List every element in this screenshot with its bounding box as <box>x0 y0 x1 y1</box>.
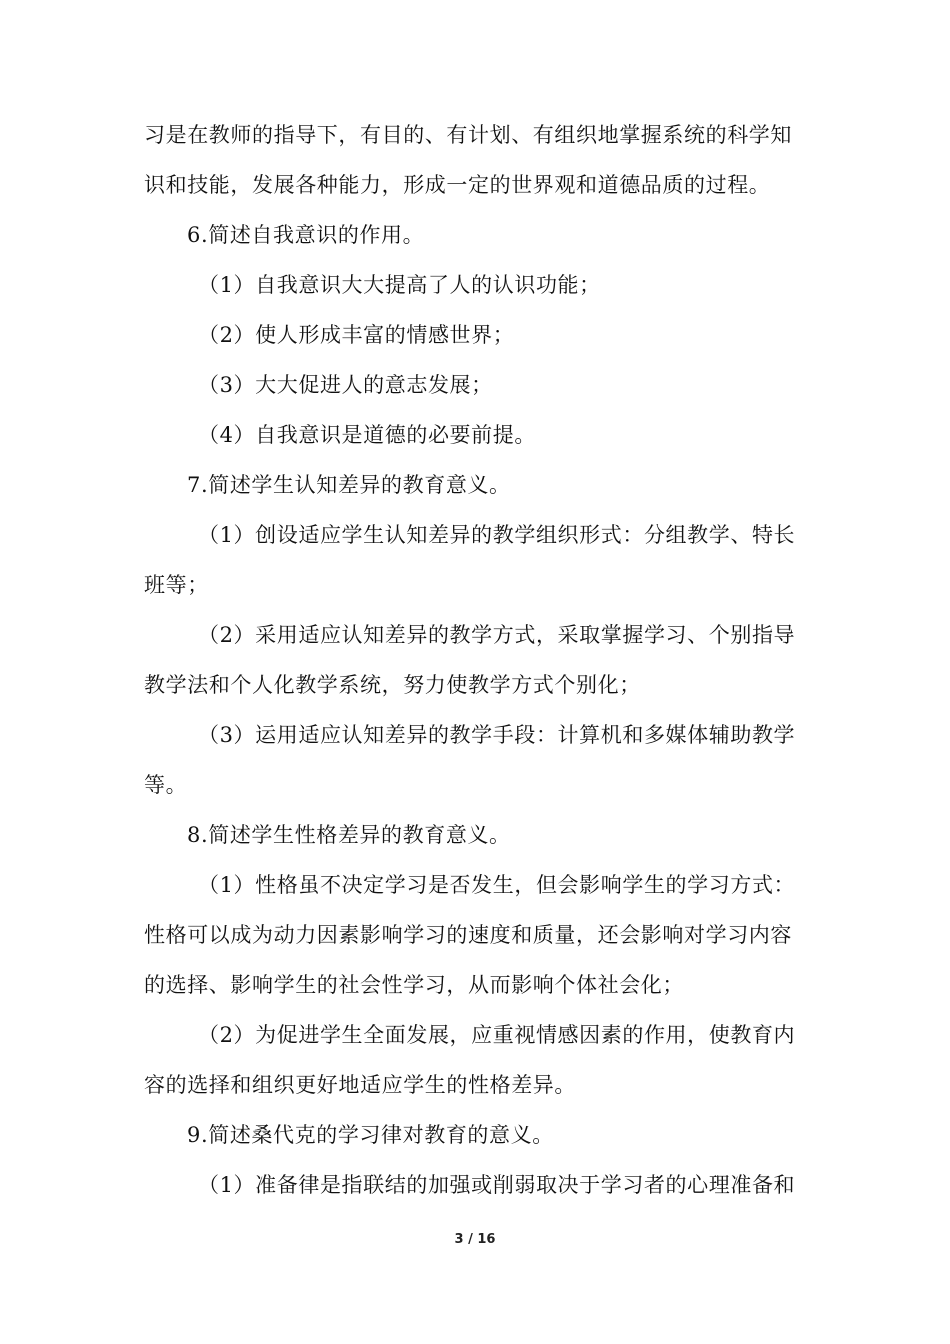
body-text-line: 习是在教师的指导下，有目的、有计划、有组织地掌握系统的科学知 <box>144 123 792 147</box>
body-text-line: 容的选择和组织更好地适应学生的性格差异。 <box>144 1073 576 1097</box>
body-text-line: 性格可以成为动力因素影响学习的速度和质量，还会影响对学习内容 <box>144 923 792 947</box>
answer-item: （2）采用适应认知差异的教学方式，采取掌握学习、个别指导 <box>198 623 796 647</box>
body-text-line: 等。 <box>144 773 188 797</box>
body-text-line: 的选择、影响学生的社会性学习，从而影响个体社会化； <box>144 973 684 997</box>
body-text-line: 识和技能，发展各种能力，形成一定的世界观和道德品质的过程。 <box>144 173 771 197</box>
answer-item: （1）创设适应学生认知差异的教学组织形式：分组教学、特长 <box>198 523 796 547</box>
answer-item: （2）使人形成丰富的情感世界； <box>198 323 515 347</box>
body-text-line: 教学法和个人化教学系统，努力使教学方式个别化； <box>144 673 641 697</box>
answer-item: （3）运用适应认知差异的教学手段：计算机和多媒体辅助教学 <box>198 723 796 747</box>
answer-item: （2）为促进学生全面发展，应重视情感因素的作用，使教育内 <box>198 1023 796 1047</box>
question-heading: 9.简述桑代克的学习律对教育的意义。 <box>187 1123 554 1147</box>
question-heading: 6.简述自我意识的作用。 <box>187 223 425 247</box>
answer-item: （4）自我意识是道德的必要前提。 <box>198 423 536 447</box>
answer-item: （1）自我意识大大提高了人的认识功能； <box>198 273 601 297</box>
question-heading: 7.简述学生认知差异的教育意义。 <box>187 473 511 497</box>
page-number: 3 / 16 <box>454 1232 496 1247</box>
body-text-line: 班等； <box>144 573 209 597</box>
answer-item: （1）性格虽不决定学习是否发生，但会影响学生的学习方式： <box>198 873 796 897</box>
answer-item: （3）大大促进人的意志发展； <box>198 373 493 397</box>
question-heading: 8.简述学生性格差异的教育意义。 <box>187 823 511 847</box>
answer-item: （1）准备律是指联结的加强或削弱取决于学习者的心理准备和 <box>198 1173 796 1197</box>
